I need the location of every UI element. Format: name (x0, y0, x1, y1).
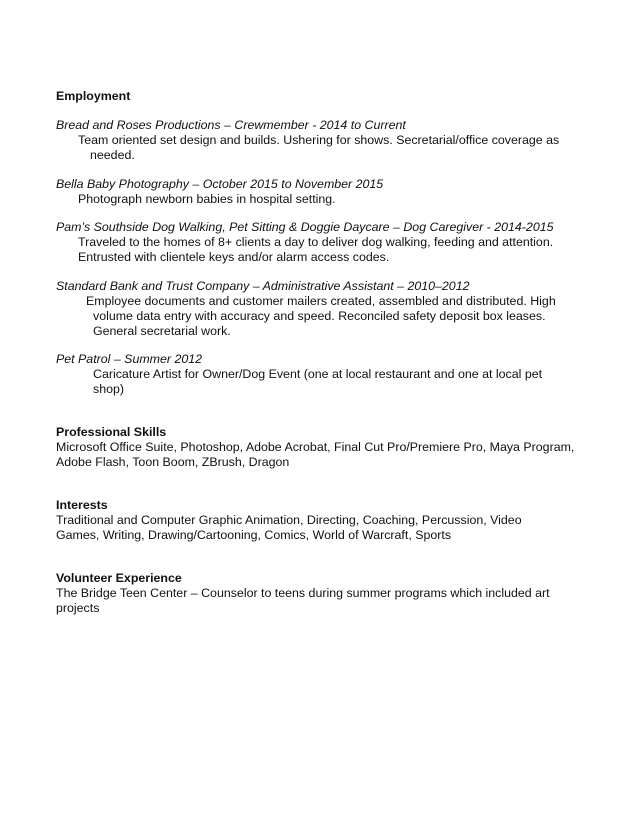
skills-line: Adobe Flash, Toon Boom, ZBrush, Dragon (56, 455, 290, 469)
job-title: Bella Baby Photography – October 2015 to November 2015 (56, 177, 384, 191)
job-description-line: Entrusted with clientele keys and/or alarm access codes. (78, 250, 390, 264)
skills-section (56, 425, 596, 470)
job-description-line: Employee documents and customer mailers created, assembled and distributed. High (86, 294, 556, 308)
skills-text (56, 440, 596, 470)
interests-heading: Interests (56, 498, 108, 512)
job-entry (56, 118, 596, 163)
job-entry (56, 220, 596, 265)
volunteer-line: The Bridge Teen Center – Counselor to teens during summer programs which included art (56, 586, 550, 600)
volunteer-heading: Volunteer Experience (56, 571, 182, 585)
interests-text (56, 513, 596, 543)
volunteer-section (56, 571, 596, 616)
job-description-line: Team oriented set design and builds. Ushering for shows. Secretarial/office coverage as (78, 133, 560, 147)
job-description-line: Traveled to the homes of 8+ clients a day to deliver dog walking, feeding and attention. (78, 235, 554, 249)
volunteer-text (56, 586, 596, 616)
skills-heading: Professional Skills (56, 425, 167, 439)
job-description-line: Photograph newborn babies in hospital setting. (78, 192, 336, 206)
job-title: Pet Patrol – Summer 2012 (56, 352, 203, 366)
job-description (56, 294, 596, 339)
job-description (56, 133, 596, 163)
employment-heading: Employment (56, 89, 131, 103)
interests-line: Traditional and Computer Graphic Animation, Directing, Coaching, Percussion, Video (56, 513, 522, 527)
interests-line: Games, Writing, Drawing/Cartooning, Comics, World of Warcraft, Sports (56, 528, 452, 542)
job-entry (56, 177, 596, 207)
job-description-line: shop) (93, 382, 124, 396)
job-description-line: General secretarial work. (93, 324, 231, 338)
job-description (56, 367, 596, 397)
job-description (56, 192, 596, 207)
job-description-line: needed. (90, 148, 135, 162)
job-title: Pam’s Southside Dog Walking, Pet Sitting & Doggie Daycare – Dog Caregiver - 2014-2015 (56, 220, 554, 234)
job-entry (56, 279, 596, 339)
job-description-line: volume data entry with accuracy and speed. Reconciled safety deposit box leases. (93, 309, 546, 323)
job-title: Bread and Roses Productions – Crewmember - 2014 to Current (56, 118, 406, 132)
job-entry (56, 352, 596, 397)
job-description-line: Caricature Artist for Owner/Dog Event (one at local restaurant and one at local pet (93, 367, 543, 381)
job-description (56, 235, 596, 265)
interests-section (56, 498, 596, 543)
volunteer-line: projects (56, 601, 100, 615)
skills-line: Microsoft Office Suite, Photoshop, Adobe Acrobat, Final Cut Pro/Premiere Pro, Maya Program, (56, 440, 575, 454)
employment-section (56, 89, 596, 104)
job-title: Standard Bank and Trust Company – Administrative Assistant – 2010–2012 (56, 279, 470, 293)
